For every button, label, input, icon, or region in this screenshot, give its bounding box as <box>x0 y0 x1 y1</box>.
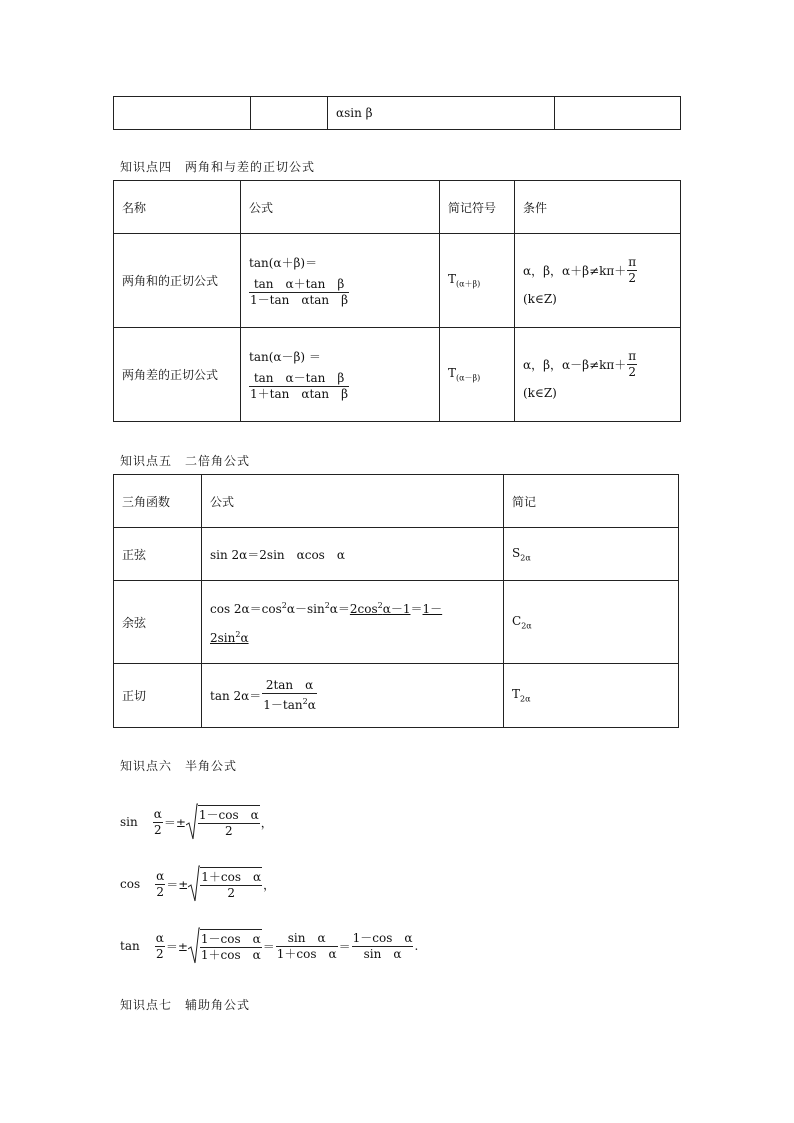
section7-heading: 知识点七 辅助角公式 <box>120 998 251 1012</box>
row-name: 正弦 <box>114 528 202 581</box>
row-formula: tan(α＋β)＝ $\frac{\text{tan α＋tan β}}{\text{1－tan αtan β}}$ <box>241 234 440 328</box>
section6-heading: 知识点六 半角公式 <box>120 759 238 773</box>
top-cell-1 <box>114 97 251 130</box>
section4-heading: 知识点四 两角和与差的正切公式 <box>120 160 316 174</box>
row-symbol: $T_{2\alpha}$ <box>504 664 679 728</box>
header-condition: 条件 <box>515 181 681 234</box>
row-condition: α，β，α＋β≠kπ＋ $\frac{\pi}{2}$ (k∈Z) <box>515 234 681 328</box>
cos-half-angle-formula: cos $\frac{\alpha}{2}$ ＝± $\frac{\text{1＋cos α}}{2}$ ， <box>120 865 275 903</box>
row-symbol: $T_{(\alpha+\beta)}$ <box>440 234 515 328</box>
table-row <box>114 328 681 422</box>
top-table <box>113 96 681 130</box>
row-formula: sin 2α＝2sin αcos α <box>202 528 504 581</box>
fraction: $\frac{\text{2tan α}}{1-\tan^2\alpha}$ <box>263 678 316 712</box>
sin-half-angle-formula: sin $\frac{\alpha}{2}$ ＝± $\frac{\text{1－cos α}}{2}$ ， <box>120 803 273 841</box>
table-row <box>114 581 679 664</box>
fraction: $\frac{\text{tan α＋tan β}}{\text{1－tan αtan β}}$ <box>250 276 349 307</box>
sqrt-icon <box>188 865 200 903</box>
row-formula: tan 2α＝ $\frac{\text{2tan α}}{1-\tan^2\alpha}$ <box>202 664 504 728</box>
sqrt-icon <box>186 803 198 841</box>
row-name: 正切 <box>114 664 202 728</box>
row-formula: tan(α－β) ＝ $\frac{\text{tan α－tan β}}{\text{1＋tan αtan β}}$ <box>241 328 440 422</box>
table-row <box>114 528 679 581</box>
top-cell-3: αsin β <box>328 97 555 130</box>
double-angle-table <box>113 474 679 728</box>
header-formula: 公式 <box>241 181 440 234</box>
row-name: 余弦 <box>114 581 202 664</box>
top-cell-4 <box>555 97 681 130</box>
row-name: 两角和的正切公式 <box>114 234 241 328</box>
header-name: 名称 <box>114 181 241 234</box>
tangent-sum-table <box>113 180 681 422</box>
row-formula: $\cos 2\alpha=\cos^2\alpha-\sin^2\alpha=2\cos^2\alpha-1=1-$ $2\sin^2\alpha$ <box>202 581 504 664</box>
header-symbol: 简记 <box>504 475 679 528</box>
row-symbol: $T_{(\alpha-\beta)}$ <box>440 328 515 422</box>
table-row <box>114 234 681 328</box>
table-row <box>114 664 679 728</box>
tan-half-angle-formula: tan $\frac{\alpha}{2}$ ＝± $\frac{\text{1－cos α}}{\text{1＋cos α}}$ ＝ $\frac{\text{sin α}}{\text{1＋cos α}}$ ＝ $\frac{\text{1－cos α}}{\text{sin α}}$ . <box>120 927 418 965</box>
top-cell-2 <box>251 97 328 130</box>
row-name: 两角差的正切公式 <box>114 328 241 422</box>
header-function: 三角函数 <box>114 475 202 528</box>
fraction: $\frac{\text{tan α－tan β}}{\text{1＋tan αtan β}}$ <box>250 370 349 401</box>
row-symbol: $S_{2\alpha}$ <box>504 528 679 581</box>
header-symbol: 简记符号 <box>440 181 515 234</box>
section5-heading: 知识点五 二倍角公式 <box>120 454 251 468</box>
sqrt-icon <box>188 927 200 965</box>
row-symbol: $C_{2\alpha}$ <box>504 581 679 664</box>
row-condition: α，β，α－β≠kπ＋ $\frac{\pi}{2}$ (k∈Z) <box>515 328 681 422</box>
header-formula: 公式 <box>202 475 504 528</box>
